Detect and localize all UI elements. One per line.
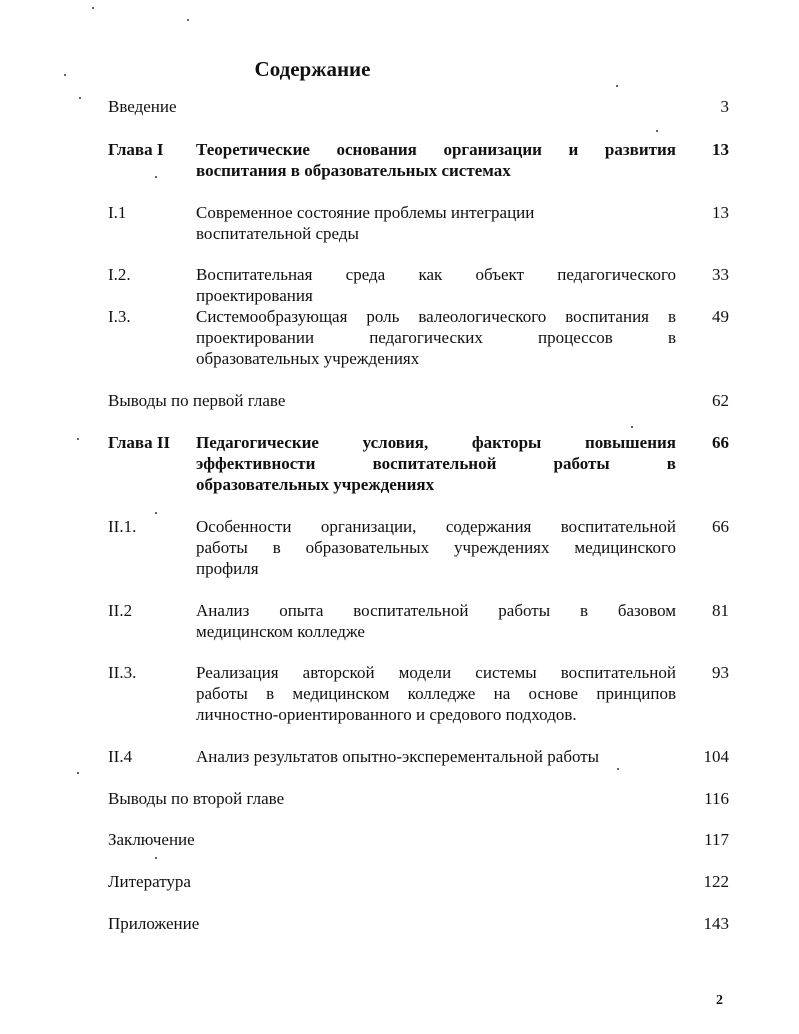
toc-label: Литература	[108, 872, 191, 891]
toc-page-number: 143	[703, 914, 729, 933]
toc-label: Выводы по второй главе	[108, 789, 285, 808]
toc-page-number: 62	[712, 391, 729, 410]
toc-label: Заключение	[108, 830, 195, 849]
toc-section-title: Реализация авторской модели системы воспитательной работы в медицинском колледже на основе принципов личностно-ориентированного и средового подходов.	[196, 663, 676, 724]
toc-section-title: Анализ опыта воспитательной работы в базовом медицинском колледже	[196, 601, 676, 641]
toc-section-number: I.3.	[108, 307, 131, 326]
toc-section-title: Особенности организации, содержания воспитательной работы в образовательных учреждениях медицинского профиля	[196, 517, 676, 578]
toc-chapter-number: Глава II	[108, 433, 171, 452]
toc-section-number: II.2	[108, 601, 133, 620]
toc-page-number: 49	[712, 307, 729, 326]
toc-page-number: 66	[712, 433, 729, 452]
scan-speck	[617, 768, 619, 770]
scan-speck	[155, 176, 157, 178]
toc-page-number: 33	[712, 265, 729, 284]
page-title: Содержание	[254, 57, 371, 81]
toc-section-number: II.3.	[108, 663, 137, 682]
scan-speck	[155, 857, 157, 859]
scan-speck	[187, 19, 189, 21]
scan-speck	[631, 426, 633, 428]
toc-label: Выводы по первой главе	[108, 391, 286, 410]
toc-label: Введение	[108, 97, 177, 116]
scan-speck	[656, 130, 658, 132]
scan-speck	[92, 7, 94, 9]
scan-speck	[79, 97, 81, 99]
toc-section-title: Воспитательная среда как объект педагогического проектирования	[196, 265, 676, 305]
toc-section-number: II.1.	[108, 517, 137, 536]
toc-page-number: 104	[703, 747, 729, 766]
scan-speck	[155, 512, 157, 514]
toc-label: Приложение	[108, 914, 200, 933]
toc-page-number: 116	[704, 789, 729, 808]
toc-page-number: 81	[712, 601, 729, 620]
toc-section-title: Анализ результатов опытно-эксперементальной работы	[196, 747, 600, 766]
toc-page-number: 13	[712, 140, 729, 159]
toc-section-number: II.4	[108, 747, 133, 766]
toc-page-number: 66	[712, 517, 729, 536]
toc-chapter-title: Педагогические условия, факторы повышения эффективности воспитательной работы в образовательных учреждениях	[196, 433, 676, 494]
toc-chapter-number: Глава I	[108, 140, 164, 159]
scan-speck	[616, 85, 618, 87]
scan-speck	[77, 772, 79, 774]
toc-page-number: 93	[712, 663, 729, 682]
page-number-footer: 2	[716, 993, 723, 1008]
scan-speck	[77, 438, 79, 440]
toc-section-number: I.1	[108, 203, 127, 222]
toc-page-number: 122	[703, 872, 729, 891]
toc-section-title: Системообразующая роль валеологического воспитания в проектировании педагогических процессов в образовательных учреждениях	[196, 307, 676, 368]
toc-section-title: Современное состояние проблемы интеграции воспитательной среды	[196, 203, 535, 243]
scan-speck	[64, 74, 66, 76]
toc-page-number: 3	[720, 97, 729, 116]
toc-chapter-title: Теоретические основания организации и развития воспитания в образовательных системах	[196, 140, 676, 180]
toc-page-number: 117	[704, 830, 729, 849]
toc-page-number: 13	[712, 203, 729, 222]
toc-section-number: I.2.	[108, 265, 131, 284]
